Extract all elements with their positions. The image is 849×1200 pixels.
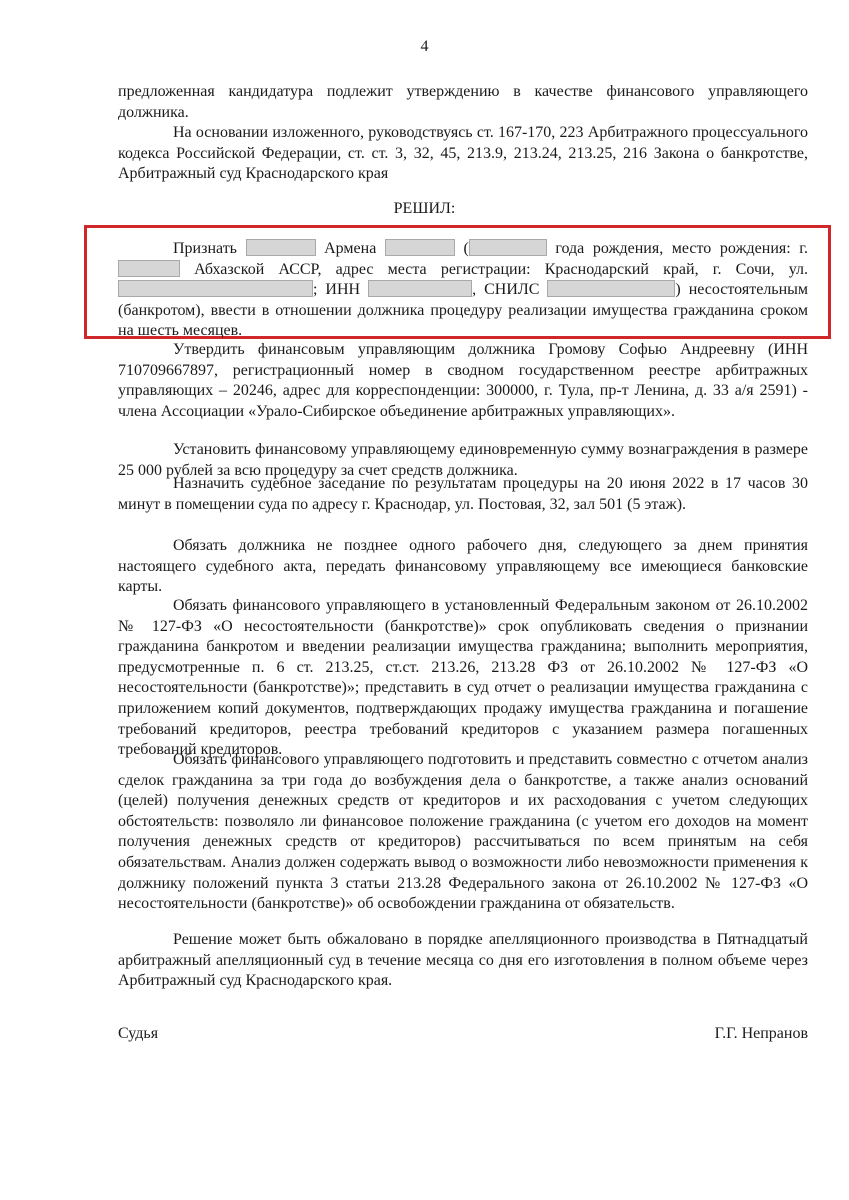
redacted-surname — [246, 239, 316, 256]
paragraph-cards: Обязать должника не позднее одного рабочего дня, следующего за днем принятия настоящего судебного акта, передать финансовому управляющему все имеющиеся банковские карты. — [118, 537, 808, 596]
redacted-birth-place — [118, 260, 180, 277]
decision-text-3: ( — [463, 240, 469, 257]
decision-text-2: Армена — [324, 240, 377, 257]
judge-title: Судья — [118, 1025, 159, 1042]
paragraph-appeal: Решение может быть обжаловано в порядке апелляционного производства в Пятнадцатый арбитражный апелляционный суд в течение месяца со дня его изготовления в полном объеме через Арбитражный суд Краснодарского края. — [118, 931, 808, 990]
decision-text-5: Абхазской АССР, адрес места регистрации: Краснодарский край, г. Сочи, ул. — [194, 260, 808, 278]
redacted-patronymic — [385, 239, 455, 256]
intro-paragraph-2: На основании изложенного, руководствуясь ст. 167-170, 223 Арбитражного процессуального кодекса Российской Федерации, ст. ст. 3, 32, 45, 213.9, 213.24, 213.25, 216 Закона о банкротстве, Арбитражный суд Краснодарского края — [118, 124, 808, 183]
paragraph-publish: Обязать финансового управляющего в установленный Федеральным законом от 26.10.2002 № 127-ФЗ «О несостоятельности (банкротстве)» срок опубликовать сведения о признании гражданина банкротом и введении реализации имущества гражданина; выполнить мероприятия, предусмотренные п. 6 ст. 213.25, ст.ст. 213.26, 213.28 ФЗ от 26.10.2002 № 127-ФЗ «О несостоятельности (банкротстве)»; представить в суд отчет о реализации имущества гражданина с приложением копий документов, подтверждающих продажу имущества гражданина и погашение требований кредиторов, реестра требований кредиторов с указанием размера погашенных требований кредиторов. — [118, 597, 808, 759]
decision-text-6: ; ИНН — [313, 281, 361, 299]
redacted-inn — [368, 280, 472, 297]
paragraph-approve: Утвердить финансовым управляющим должника Громову Софью Андреевну (ИНН 710709667897, регистрационный номер в сводном государственном реестре арбитражных управляющих – 20246, адрес для корреспонденции: 300000, г. Тула, пр-т Ленина, д. 33 а/я 2591) - члена Ассоциации «Урало-Сибирское объединение арбитражных управляющих». — [118, 341, 808, 420]
judge-name: Г.Г. Непранов — [714, 1025, 808, 1042]
redacted-address — [118, 280, 313, 297]
decision-text-4: года рождения, место рождения: г. — [555, 240, 808, 257]
decision-text-8: ) несостоятельным (банкротом), ввести в отношении должника процедуру реализации имущества гражданина сроком на шесть месяцев. — [118, 281, 809, 340]
decision-heading: РЕШИЛ: — [393, 200, 456, 217]
paragraph-analysis: Обязать финансового управляющего подготовить и представить совместно с отчетом анализ сделок гражданина за три года до возбуждения дела о банкротстве, а также анализ оснований (целей) получения денежных средств от кредиторов и их расходования с учетом следующих обстоятельств: позволяло ли финансовое положение гражданина (с учетом его доходов на момент получения денежных средств от кредиторов) рассчитываться по всем принятым на себя обязательствам. Анализ должен содержать вывод о возможности либо невозможности применения к должнику положений пункта 3 статьи 213.28 Федерального закона от 26.10.2002 № 127-ФЗ «О несостоятельности (банкротстве)» об освобождении гражданина от обязательств. — [118, 751, 808, 913]
decision-paragraph — [118, 239, 808, 342]
intro-paragraph-1: предложенная кандидатура подлежит утверждению в качестве финансового управляющего должника. — [118, 83, 808, 121]
redacted-birth-date — [469, 239, 547, 256]
paragraph-fee: Установить финансовому управляющему единовременную сумму вознаграждения в размере 25 000 рублей за всю процедуру за счет средств должника. — [118, 441, 808, 479]
decision-text-1: Признать — [173, 240, 237, 257]
redacted-snils — [547, 280, 675, 297]
paragraph-hearing: Назначить судебное заседание по результатам процедуры на 20 июня 2022 в 17 часов 30 минут в помещении суда по адресу г. Краснодар, ул. Постовая, 32, зал 501 (5 этаж). — [118, 475, 808, 513]
page-number: 4 — [420, 38, 429, 55]
decision-text-7: , СНИЛС — [472, 281, 540, 299]
